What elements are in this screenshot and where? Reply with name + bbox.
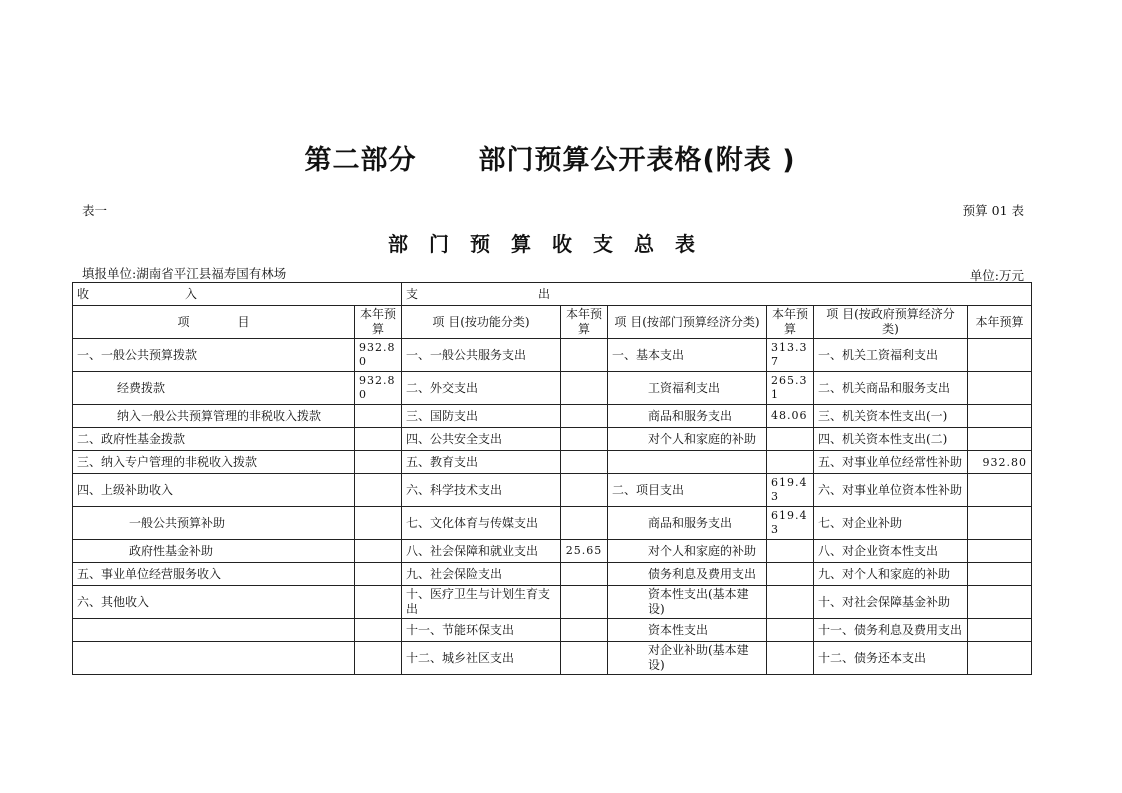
func-value <box>561 339 608 372</box>
income-item: 一般公共预算补助 <box>73 507 355 540</box>
table-title: 部门预算收支总表 <box>388 232 716 256</box>
econ-value <box>767 619 814 642</box>
col-header-budget: 本年预算 <box>355 306 402 339</box>
gov-value <box>968 507 1032 540</box>
func-item: 四、公共安全支出 <box>402 428 561 451</box>
econ-item: 资本性支出(基本建设) <box>608 586 767 619</box>
func-value <box>561 586 608 619</box>
econ-value: 619.43 <box>767 507 814 540</box>
func-item: 十二、城乡社区支出 <box>402 642 561 675</box>
income-item: 三、纳入专户管理的非税收入拨款 <box>73 451 355 474</box>
func-value <box>561 507 608 540</box>
income-value <box>355 586 402 619</box>
gov-item: 四、机关资本性支出(二) <box>814 428 968 451</box>
func-item: 十一、节能环保支出 <box>402 619 561 642</box>
table-label-left: 表一 <box>82 203 108 218</box>
func-item: 一、一般公共服务支出 <box>402 339 561 372</box>
gov-item: 二、机关商品和服务支出 <box>814 372 968 405</box>
gov-value <box>968 428 1032 451</box>
section-header-row <box>73 283 1032 306</box>
econ-item: 商品和服务支出 <box>608 507 767 540</box>
econ-item: 债务利息及费用支出 <box>608 563 767 586</box>
econ-item: 对企业补助(基本建设) <box>608 642 767 675</box>
econ-item: 对个人和家庭的补助 <box>608 428 767 451</box>
gov-item: 三、机关资本性支出(一) <box>814 405 968 428</box>
func-item: 五、教育支出 <box>402 451 561 474</box>
income-value <box>355 428 402 451</box>
income-item: 纳入一般公共预算管理的非税收入拨款 <box>73 405 355 428</box>
gov-item: 八、对企业资本性支出 <box>814 540 968 563</box>
col-header-budget3: 本年预算 <box>767 306 814 339</box>
econ-value: 48.06 <box>767 405 814 428</box>
income-item: 政府性基金补助 <box>73 540 355 563</box>
income-value <box>355 540 402 563</box>
table-row <box>73 642 1032 675</box>
income-value <box>355 642 402 675</box>
gov-item: 五、对事业单位经常性补助 <box>814 451 968 474</box>
col-header-func-item: 项 目(按功能分类) <box>402 306 561 339</box>
table-row <box>73 507 1032 540</box>
func-item: 九、社会保险支出 <box>402 563 561 586</box>
func-item: 十、医疗卫生与计划生育支出 <box>402 586 561 619</box>
table-row <box>73 540 1032 563</box>
income-item: 二、政府性基金拨款 <box>73 428 355 451</box>
filler-unit: 填报单位:湖南省平江县福寿国有林场 <box>82 266 287 281</box>
func-value <box>561 405 608 428</box>
gov-item: 十二、债务还本支出 <box>814 642 968 675</box>
table-row <box>73 586 1032 619</box>
income-header: 收 入 <box>73 283 402 306</box>
gov-item: 七、对企业补助 <box>814 507 968 540</box>
econ-value <box>767 586 814 619</box>
econ-value <box>767 428 814 451</box>
income-value <box>355 405 402 428</box>
func-value <box>561 619 608 642</box>
func-value <box>561 563 608 586</box>
econ-value <box>767 563 814 586</box>
gov-value <box>968 586 1032 619</box>
gov-item: 十一、债务利息及费用支出 <box>814 619 968 642</box>
econ-item: 商品和服务支出 <box>608 405 767 428</box>
econ-value <box>767 451 814 474</box>
income-item <box>73 642 355 675</box>
gov-value <box>968 405 1032 428</box>
table-row <box>73 339 1032 372</box>
col-header-econ-item: 项 目(按部门预算经济分类) <box>608 306 767 339</box>
table-row <box>73 405 1032 428</box>
func-item: 六、科学技术支出 <box>402 474 561 507</box>
title-main: 部门预算公开表格(附表 ) <box>478 145 796 176</box>
func-value <box>561 372 608 405</box>
gov-value <box>968 563 1032 586</box>
income-value <box>355 619 402 642</box>
func-value <box>561 428 608 451</box>
gov-value: 932.80 <box>968 451 1032 474</box>
table-row <box>73 619 1032 642</box>
econ-item: 工资福利支出 <box>608 372 767 405</box>
table-label-right: 预算 01 表 <box>962 203 1024 218</box>
gov-item: 六、对事业单位资本性补助 <box>814 474 968 507</box>
func-item: 二、外交支出 <box>402 372 561 405</box>
gov-value <box>968 642 1032 675</box>
econ-value <box>767 642 814 675</box>
table-row <box>73 563 1032 586</box>
econ-value: 313.37 <box>767 339 814 372</box>
econ-value: 619.43 <box>767 474 814 507</box>
table-row <box>73 451 1032 474</box>
budget-table <box>72 282 1032 675</box>
income-value: 932.80 <box>355 372 402 405</box>
income-value: 932.80 <box>355 339 402 372</box>
econ-item: 资本性支出 <box>608 619 767 642</box>
page-title <box>0 138 1100 177</box>
income-item: 一、一般公共预算拨款 <box>73 339 355 372</box>
econ-item: 对个人和家庭的补助 <box>608 540 767 563</box>
col-header-budget2: 本年预算 <box>561 306 608 339</box>
col-header-gov-item: 项 目(按政府预算经济分类) <box>814 306 968 339</box>
func-item: 八、社会保障和就业支出 <box>402 540 561 563</box>
col-header-item: 项 目 <box>73 306 355 339</box>
func-value <box>561 451 608 474</box>
econ-value <box>767 540 814 563</box>
func-item: 七、文化体育与传媒支出 <box>402 507 561 540</box>
income-item: 经费拨款 <box>73 372 355 405</box>
table-row <box>73 474 1032 507</box>
func-item: 三、国防支出 <box>402 405 561 428</box>
unit-label: 单位:万元 <box>969 268 1024 283</box>
title-part: 第二部分 <box>304 145 417 176</box>
econ-item: 一、基本支出 <box>608 339 767 372</box>
gov-value <box>968 474 1032 507</box>
income-value <box>355 474 402 507</box>
gov-value <box>968 372 1032 405</box>
table-row <box>73 372 1032 405</box>
gov-value <box>968 339 1032 372</box>
col-header-budget4: 本年预算 <box>968 306 1032 339</box>
table-row <box>73 428 1032 451</box>
income-item: 五、事业单位经营服务收入 <box>73 563 355 586</box>
gov-item: 一、机关工资福利支出 <box>814 339 968 372</box>
gov-value <box>968 540 1032 563</box>
income-item: 六、其他收入 <box>73 586 355 619</box>
gov-item: 十、对社会保障基金补助 <box>814 586 968 619</box>
econ-value: 265.31 <box>767 372 814 405</box>
expense-header: 支 出 <box>402 283 1032 306</box>
func-value <box>561 642 608 675</box>
econ-item: 二、项目支出 <box>608 474 767 507</box>
func-value <box>561 474 608 507</box>
func-value: 25.65 <box>561 540 608 563</box>
income-item <box>73 619 355 642</box>
gov-item: 九、对个人和家庭的补助 <box>814 563 968 586</box>
column-header-row <box>73 306 1032 339</box>
income-value <box>355 451 402 474</box>
income-value <box>355 563 402 586</box>
gov-value <box>968 619 1032 642</box>
income-item: 四、上级补助收入 <box>73 474 355 507</box>
econ-item <box>608 451 767 474</box>
income-value <box>355 507 402 540</box>
